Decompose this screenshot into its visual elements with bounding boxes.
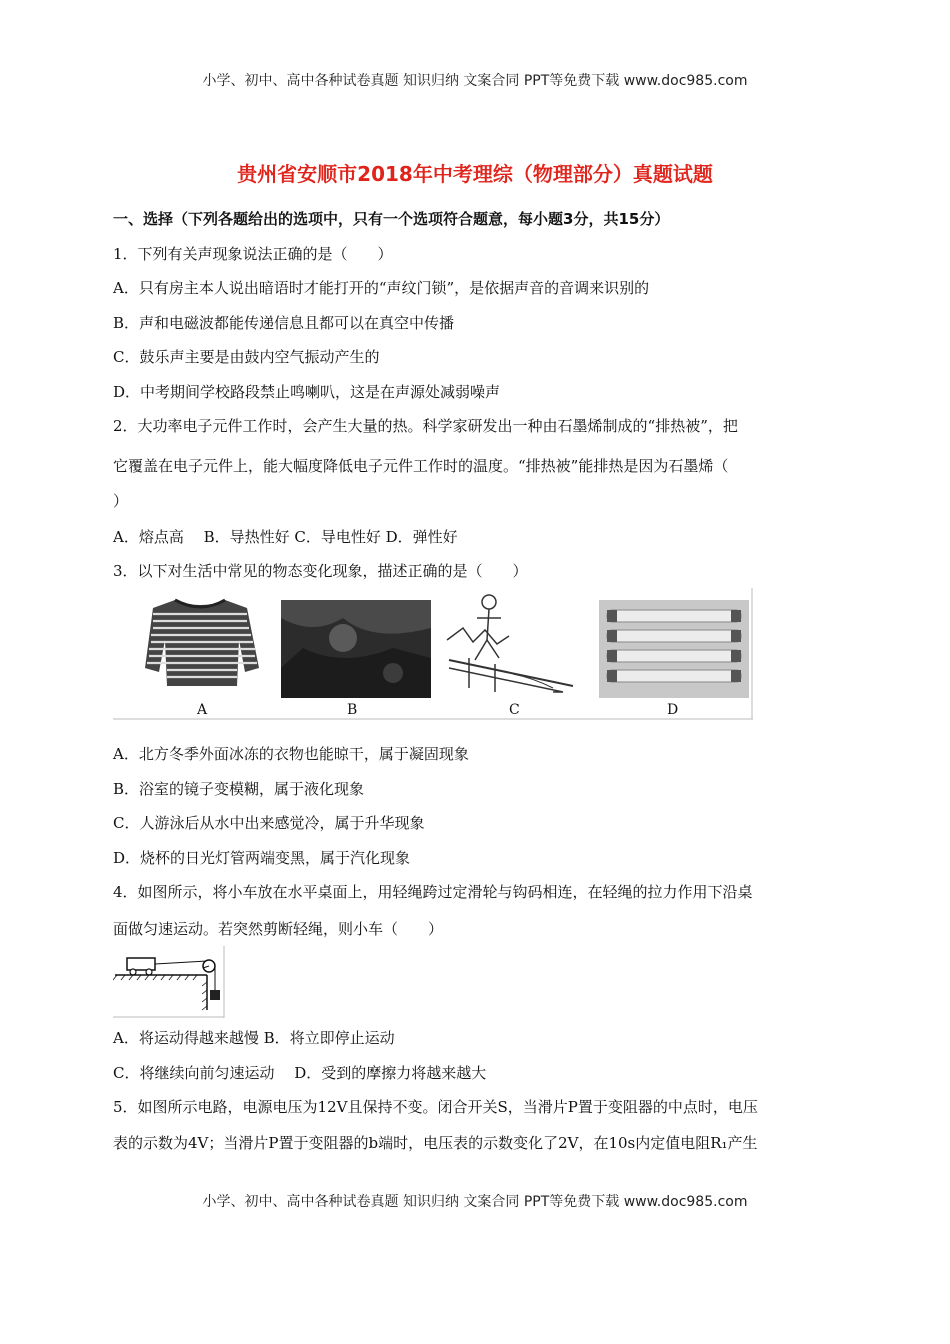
q4-figure	[113, 946, 225, 1018]
q4-options-ab: A．将运动得越来越慢 B．将立即停止运动	[113, 1029, 395, 1047]
fig-label-d: D	[667, 702, 679, 718]
q1-option-d: D．中考期间学校路段禁止鸣喇叭，这是在声源处减弱噪声	[113, 383, 501, 401]
q1-option-b: B．声和电磁波都能传递信息且都可以在真空中传播	[113, 314, 455, 332]
q1-stem: 1．下列有关声现象说法正确的是（ ）	[113, 245, 393, 263]
q5-stem-line1: 5．如图所示电路，电源电压为12V且保持不变。闭合开关S，当滑片P置于变阻器的中点时，电压	[113, 1098, 758, 1116]
section-heading: 一、选择（下列各题给出的选项中，只有一个选项符合题意，每小题3分，共15分）	[113, 210, 670, 228]
q3-stem: 3．以下对生活中常见的物态变化现象，描述正确的是（ ）	[113, 562, 528, 580]
q2-options: A．熔点高 B．导热性好 C．导电性好 D．弹性好	[113, 528, 458, 546]
sweater-image	[145, 600, 259, 686]
q3-option-b: B．浴室的镜子变模糊，属于液化现象	[113, 780, 365, 798]
q2-stem-line2: 它覆盖在电子元件上，能大幅度降低电子元件工作时的温度。“排热被”能排热是因为石墨烯（	[113, 457, 729, 475]
q2-stem-line3: ）	[113, 492, 129, 510]
fig-label-c: C	[509, 702, 520, 718]
foggy-scene-image	[281, 600, 431, 698]
fig-label-b: B	[347, 702, 358, 718]
q4-options-cd: C．将继续向前匀速运动 D．受到的摩擦力将越来越大	[113, 1064, 487, 1082]
q3-option-a: A．北方冬季外面冰冻的衣物也能晾干，属于凝固现象	[113, 745, 469, 763]
q5-stem-line2: 表的示数为4V；当滑片P置于变阻器的b端时，电压表的示数变化了2V，在10s内定值电阻R₁产生	[113, 1134, 758, 1152]
q4-stem-line2: 面做匀速运动。若突然剪断轻绳，则小车（ ）	[113, 920, 444, 938]
page-header: 小学、初中、高中各种试卷真题 知识归纳 文案合同 PPT等免费下载 www.doc985.com	[202, 73, 748, 89]
fluorescent-tubes-image	[599, 600, 749, 698]
cart-pulley-diagram	[113, 946, 225, 1018]
page-footer: 小学、初中、高中各种试卷真题 知识归纳 文案合同 PPT等免费下载 www.doc985.com	[202, 1194, 748, 1210]
q3-figure-graphic	[113, 588, 753, 720]
q3-option-c: C．人游泳后从水中出来感觉冷，属于升华现象	[113, 814, 425, 832]
page-title: 贵州省安顺市2018年中考理综（物理部分）真题试题	[237, 162, 713, 186]
q2-stem-line1: 2．大功率电子元件工作时，会产生大量的热。科学家研发出一种由石墨烯制成的“排热被”，把	[113, 417, 738, 435]
q1-option-a: A．只有房主本人说出暗语时才能打开的“声纹门锁”，是依据声音的音调来识别的	[113, 279, 650, 297]
fig-label-a: A	[197, 702, 208, 718]
q3-option-d: D．烧杯的日光灯管两端变黑，属于汽化现象	[113, 849, 411, 867]
q4-stem-line1: 4．如图所示，将小车放在水平桌面上，用轻绳跨过定滑轮与钩码相连，在轻绳的拉力作用下沿桌	[113, 883, 753, 901]
swimmer-image	[447, 595, 573, 692]
q3-figure	[113, 588, 753, 720]
q1-option-c: C．鼓乐声主要是由鼓内空气振动产生的	[113, 348, 380, 366]
